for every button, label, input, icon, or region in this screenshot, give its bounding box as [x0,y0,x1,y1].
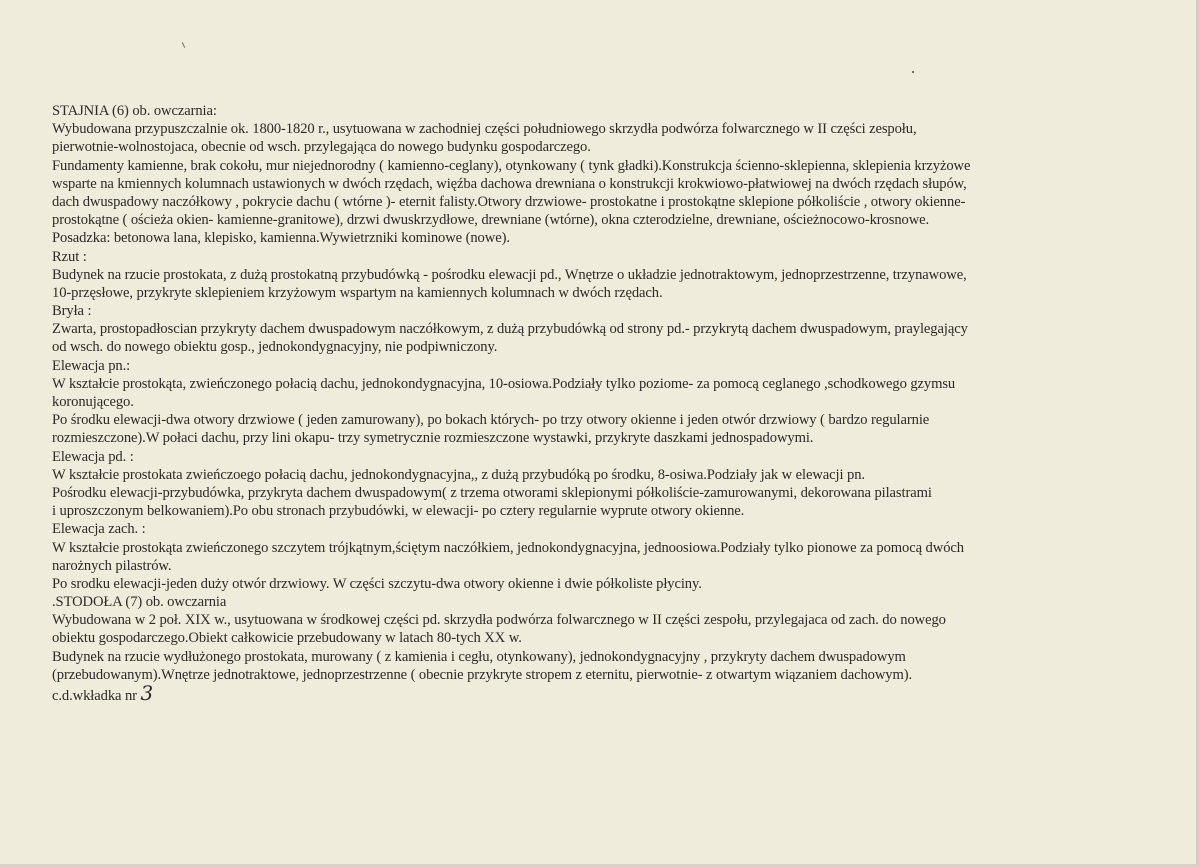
text-line: i uproszczonym belkowaniem).Po obu stronach przybudówki, w elewacji- po cztery regularnie wyprute otwory okienne. [52,503,745,520]
text-line: narożnych pilastrów. [52,557,172,574]
text-line: W kształcie prostokata zwieńczoego połacią dachu, jednokondygnacyjna,, z dużą przybudóką po środku, 8-osiwa.Podziały jak w elewacji pn. [52,466,865,483]
text-line: prostokątne ( ościeża okien- kamienne-granitowe), drzwi dwuskrzydłowe, drewniane (wtórne), okna czterodzielne, drewniane, ościeżnocowo-krosnowe. [52,212,930,229]
text-line: Wybudowana przypuszczalnie ok. 1800-1820 r., usytuowana w zachodniej części południowego skrzydła podwórza folwarcznego w II części zespołu, [52,121,917,138]
text-line: Bryła : [52,303,92,320]
text-line: od wsch. do nowego obiektu gosp., jednokondygnacyjny, nie podpiwniczony. [52,339,498,356]
text-line: STAJNIA (6) ob. owczarnia: [52,103,217,119]
text-line: koronującego. [52,394,134,410]
text-line: Fundamenty kamienne, brak cokołu, mur niejednorodny ( kamienno-ceglany), otynkowany ( tynk gładki).Konstrukcja ścienno-sklepienna, sklepienia krzyżowe [52,157,971,174]
text-line: Pośrodku elewacji-przybudówka, przykryta dachem dwuspadowym( z trzema otworami sklepionymi półkoliście-zamurowanymi, dekorowana pilastrami [52,484,932,501]
text-line: Rzut : [52,248,87,265]
text-line: wsparte na kmiennych kolumnach ustawionych w dwóch rzędach, więźba dachowa drewniana o konstrukcji krokwiowo-płatwiowej na dwóch rzędach słupów, [52,175,967,192]
text-line: Posadzka: betonowa lana, klepisko, kamienna.Wywietrzniki kominowe (nowe). [52,230,510,247]
text-line: Budynek na rzucie prostokata, z dużą prostokatną przybudówką - pośrodku elewacji pd., Wnętrze o układzie jednotraktowym, jednoprzestrzenne, trzynawowe, [52,266,967,283]
continuation-note [52,681,1162,705]
text-line: Zwarta, prostopadłoscian przykryty dachem dwuspadowym naczółkowym, z dużą przybudówką od strony pd.- przykrytą dachem dwuspadowym, praylegający [52,321,968,338]
text-line: Po srodku elewacji-jeden duży otwór drzwiowy. W części szczytu-dwa otwory okienne i dwie półkoliste płyciny. [52,575,702,592]
scan-speck [912,71,914,73]
text-line: rozmieszczone).W połaci dachu, przy lini okapu- trzy symetrycznie rozmieszczone wystawki, przykryte daszkami jednospadowymi. [52,430,814,447]
continuation-note-text: c.d.wkładka nr [52,688,141,704]
text-line: 10-przęsłowe, przykryte sklepieniem krzyżowym wspartym na kamiennych kolumnach w dwóch rzędach. [52,284,663,301]
scan-speck [182,42,185,48]
text-line: W kształcie prostokąta zwieńczonego szczytem trójkątnym,ściętym naczółkiem, jednokondygnacyjna, jednoosiowa.Podziały tylko pionowe za pomocą dwóch [52,539,964,556]
text-line: .STODOŁA (7) ob. owczarnia [52,594,227,611]
text-line: dach dwuspadowy naczółkowy , pokrycie dachu ( wtórne )- eternit falisty.Otwory drzwiowe- prostokatne i prostokątne sklepione półkoliście , otwory okienne- [52,193,966,210]
text-line: Elewacja pn.: [52,357,131,374]
text-line: Wybudowana w 2 poł. XIX w., usytuowana w środkowej części pd. skrzydła podwórza folwarcznego w II części zespołu, przylegajaca od zach. do nowego [52,612,946,629]
text-line: (przebudowanym).Wnętrze jednotraktowe, jednoprzestrzenne ( obecnie przykryte stropem z eternitu, pierwotnie- z otwartym wiązaniem dachowym). [52,666,913,683]
text-line: Po środku elewacji-dwa otwory drzwiowe ( jeden zamurowany), po bokach których- po trzy otwory okienne i jeden otwór drzwiowy ( bardzo regularnie [52,412,930,429]
text-line: Elewacja pd. : [52,448,134,465]
text-line: pierwotnie-wolnostojaca, obecnie od wsch. przylegająca do nowego budynku gospodarczego. [52,139,591,156]
text-line: obiektu gospodarczego.Obiekt całkowicie przebudowany w latach 80-tych XX w. [52,630,522,647]
text-line: W kształcie prostokąta, zwieńczonego połacią dachu, jednokondygnacyjna, 10-osiowa.Podziały tylko poziome- za pomocą ceglanego ,schodkowego gzymsu [52,375,956,392]
text-line: Elewacja zach. : [52,521,146,538]
document-text [52,102,1162,705]
text-line: Budynek na rzucie wydłużonego prostokata, murowany ( z kamienia i cegłu, otynkowany), jednokondygnacyjny , przykryty dachem dwuspadowym [52,648,906,665]
handwritten-number: 3 [140,681,154,705]
